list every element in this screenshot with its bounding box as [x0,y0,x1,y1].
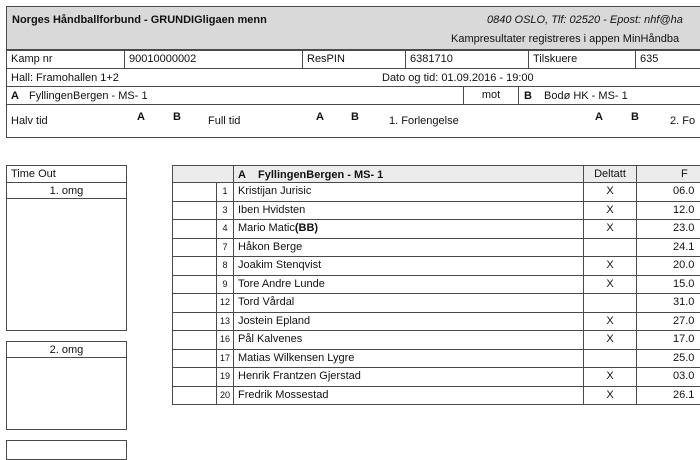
player-deltatt: X [583,275,637,295]
halv-tid-b: B [173,111,181,123]
registration-note: Kampresultater registreres i appen MinHåndba [451,33,680,45]
hall-text: Hall: Framohallen 1+2 [11,72,119,84]
player-deltatt [583,349,637,369]
federation-title: Norges Håndballforbund - GRUNDIGligaen menn [12,14,267,26]
player-extra: 12.0 [636,201,700,221]
player-number: 12 [216,293,234,313]
roster-num-header [172,165,234,183]
player-name [233,367,584,387]
player-name [233,386,584,406]
player-name-text: Fredrik Mossestad [238,388,329,401]
roster-row-blank [172,312,217,332]
player-name-text: Joakim Stenqvist [238,259,322,271]
tilskuere-value: 635 [635,50,700,69]
roster-row-blank [172,386,217,406]
player-extra: 31.0 [636,293,700,313]
federation-address: 0840 OSLO, Tlf: 02520 - Epost: nhf@ha [487,14,683,26]
player-deltatt: X [583,367,637,387]
timeout-header: Time Out [6,165,127,183]
team-b-letter: B [524,90,532,102]
roster-row-blank [172,349,217,369]
tilskuere-label: Tilskuere [528,50,636,69]
player-name [233,330,584,350]
respin-value: 6381710 [405,50,529,69]
player-name-text: Mario Matic [238,222,295,234]
player-deltatt: X [583,201,637,221]
player-name [233,182,584,202]
player-deltatt: X [583,256,637,276]
player-name-text: Pål Kalvenes [238,333,303,345]
roster-team-name: FyllingenBergen - MS- 1 [258,169,384,181]
roster-row-blank [172,182,217,202]
roster-row-blank [172,275,217,295]
player-number: 7 [216,238,234,258]
player-extra: 17.0 [636,330,700,350]
player-name [233,201,584,221]
player-deltatt: X [583,386,637,406]
timeout-omg1-box [6,198,127,331]
player-name-text: Matias Wilkensen Lygre [238,351,355,364]
captain-marker: (BB) [294,222,319,234]
player-extra: 15.0 [636,275,700,295]
full-tid-label: Full tid [208,115,241,127]
player-number: 4 [216,219,234,239]
player-extra: 20.0 [636,256,700,276]
player-extra: 24.1 [636,238,700,258]
forlengelse-1-label: 1. Forlengelse [389,115,459,127]
player-deltatt: X [583,219,637,239]
player-deltatt [583,293,637,313]
player-deltatt: X [583,312,637,332]
roster-team-letter: A [238,169,246,181]
full-tid-a: A [316,111,324,123]
player-name [233,219,584,239]
player-name [233,256,584,276]
player-extra: 26.1 [636,386,700,406]
player-name [233,238,584,258]
team-a-letter: A [11,90,19,102]
player-name [233,275,584,295]
timeout-omg2-box [6,357,127,430]
player-number: 17 [216,349,234,369]
player-number: 16 [216,330,234,350]
player-number: 1 [216,182,234,202]
player-name-text: Tore Andre Lunde [238,277,325,290]
player-name-text: Kristijan Jurisic [238,185,312,197]
team-b-name: Bodø HK - MS- 1 [544,90,628,102]
player-extra: 03.0 [636,367,700,387]
timeout-omg1-label: 1. omg [6,182,127,199]
respin-label: ResPIN [302,50,406,69]
roster-row-blank [172,367,217,387]
player-number: 20 [216,386,234,406]
datetime-text: Dato og tid: 01.09.2016 - 19:00 [382,72,534,84]
player-name [233,293,584,313]
player-number: 9 [216,275,234,295]
roster-row-blank [172,238,217,258]
player-number: 13 [216,312,234,332]
player-name-text: Håkon Berge [238,240,303,253]
player-number: 19 [216,367,234,387]
player-extra: 25.0 [636,349,700,369]
player-name-text: Iben Hvidsten [238,203,306,216]
roster-row-blank [172,219,217,239]
roster-row-blank [172,256,217,276]
roster-row-blank [172,293,217,313]
timeout-omg2-label: 2. omg [6,341,127,358]
forlengelse-1-b: B [631,111,639,123]
halv-tid-a: A [137,111,145,123]
forlengelse-1-a: A [595,111,603,123]
forlengelse-2-label: 2. Fo [670,115,696,127]
team-a-name: FyllingenBergen - MS- 1 [29,90,148,102]
player-extra: 06.0 [636,182,700,202]
mot-cell: mot [463,86,519,105]
roster-row-blank [172,201,217,221]
player-extra: 23.0 [636,219,700,239]
player-name [233,349,584,369]
player-deltatt [583,238,637,258]
kamp-nr-value: 90010000002 [124,50,303,69]
kamp-nr-label: Kamp nr [6,50,125,69]
player-name-text: Jostein Epland [238,314,311,327]
player-deltatt: X [583,330,637,350]
player-number: 8 [216,256,234,276]
deltatt-header: Deltatt [583,165,637,183]
player-number: 3 [216,201,234,221]
roster-row-blank [172,330,217,350]
extra-header: F [636,165,700,183]
player-extra: 27.0 [636,312,700,332]
player-deltatt: X [583,182,637,202]
halv-tid-label: Halv tid [11,115,48,127]
player-name [233,312,584,332]
full-tid-b: B [351,111,359,123]
player-name-text: Tord Vårdal [238,296,295,308]
timeout-extra-box [6,440,127,460]
player-name-text: Henrik Frantzen Gjerstad [238,370,361,382]
